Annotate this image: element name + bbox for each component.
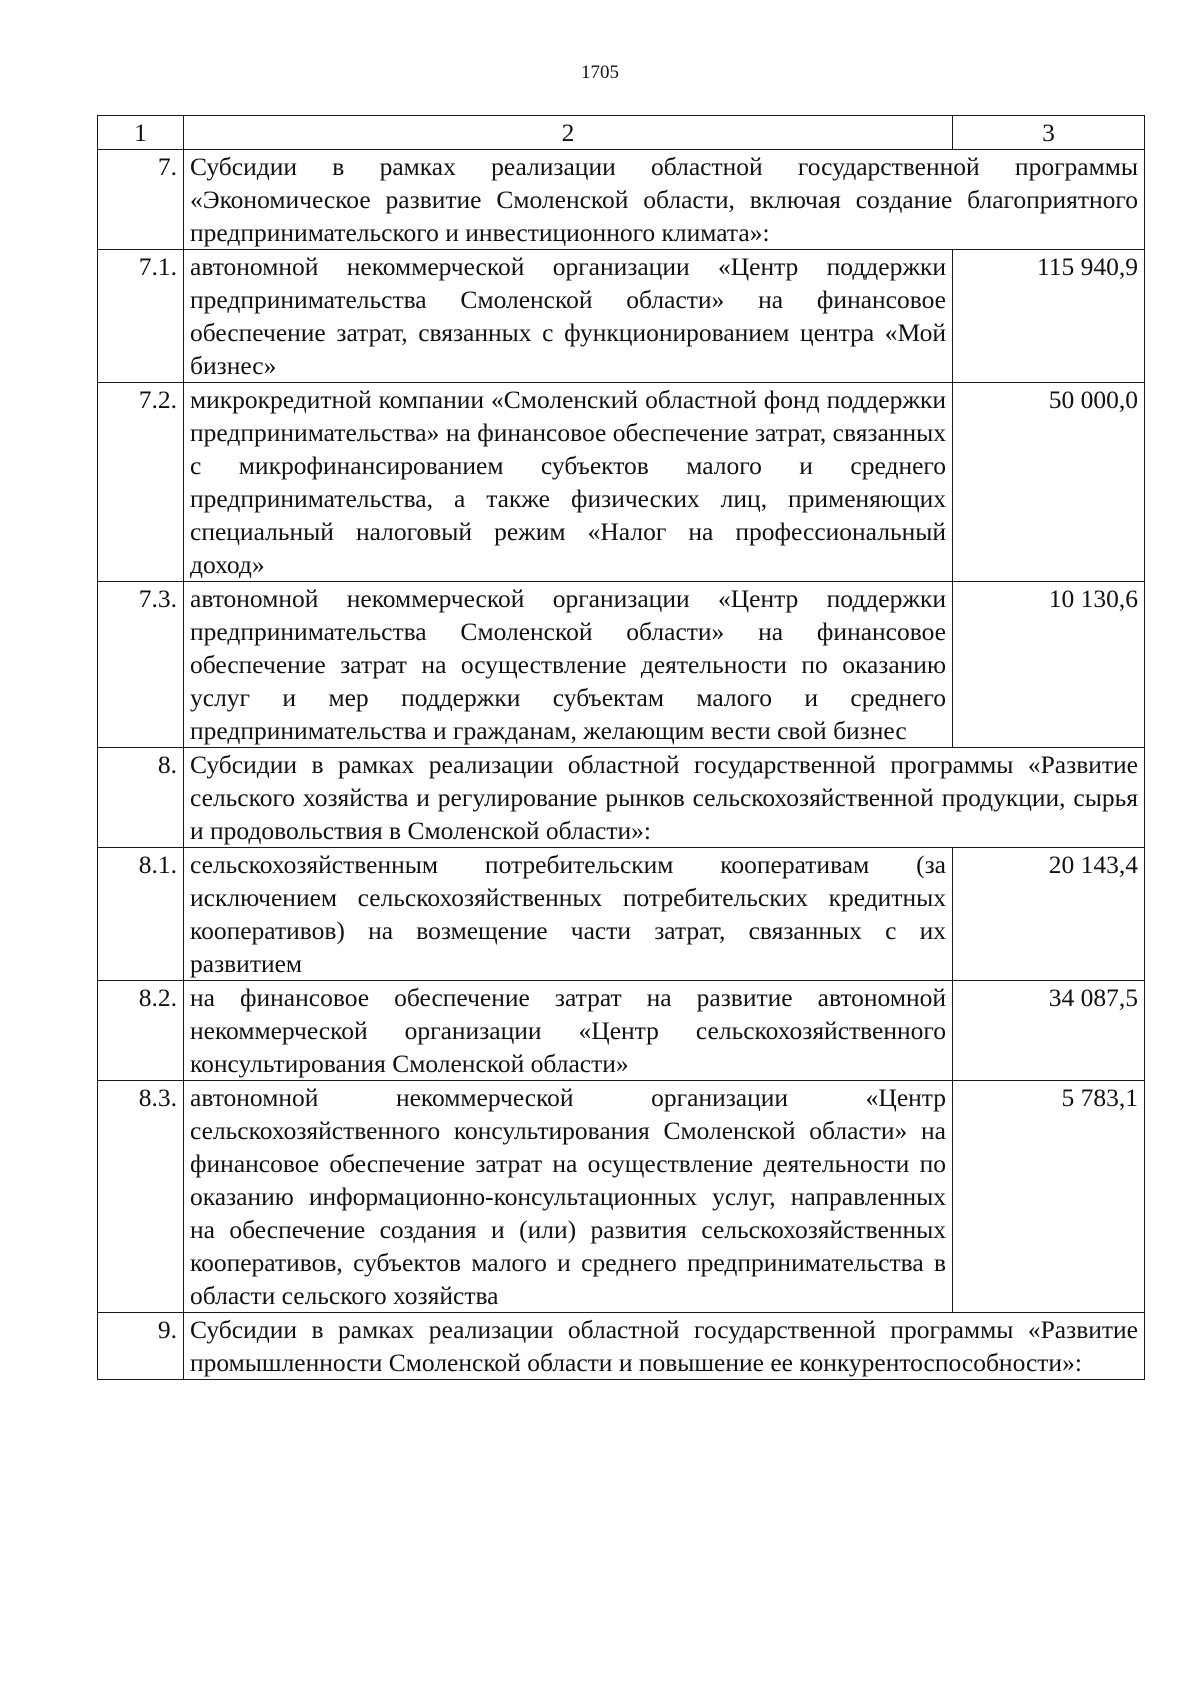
header-cell-num: 1 (98, 116, 184, 150)
row-description: на финансовое обеспечение затрат на развитие автономной некоммерческой организации «Центр сельскохозяйственного консультирования Смоленской области» (184, 981, 953, 1081)
row-number: 7. (98, 150, 184, 250)
header-cell-amount: 3 (953, 116, 1145, 150)
row-number: 8. (98, 748, 184, 848)
row-number: 8.2. (98, 981, 184, 1081)
table-body (98, 116, 1145, 1380)
table-row (98, 582, 1145, 748)
table-row (98, 383, 1145, 582)
row-number: 7.2. (98, 383, 184, 582)
page-number: 1705 (581, 62, 619, 83)
row-description: микрокредитной компании «Смоленский областной фонд поддержки предпринимательства» на финансовое обеспечение затрат, связанных с микрофинансированием субъектов малого и среднего предпринимательства, а также физических лиц, применяющих специальный налоговый режим «Налог на профессиональный доход» (184, 383, 953, 582)
budget-table (97, 115, 1145, 1380)
row-description: автономной некоммерческой организации «Центр сельскохозяйственного консультирования Смоленской области» на финансовое обеспечение затрат на осуществление деятельности по оказанию информационно-консультационных услуг, направленных на обеспечение создания и (или) развития сельскохозяйственных кооперативов, субъектов малого и среднего предпринимательства в области сельского хозяйства (184, 1081, 953, 1313)
section-title: Субсидии в рамках реализации областной государственной программы «Экономическое развитие Смоленской области, включая создание благоприятного предпринимательского и инвестиционного климата»: (184, 150, 1145, 250)
row-amount: 10 130,6 (953, 582, 1145, 748)
section-row (98, 150, 1145, 250)
table-row (98, 981, 1145, 1081)
row-amount: 20 143,4 (953, 848, 1145, 981)
section-row (98, 1313, 1145, 1380)
row-description: сельскохозяйственным потребительским кооперативам (за исключением сельскохозяйственных потребительских кредитных кооперативов) на возмещение части затрат, связанных с их развитием (184, 848, 953, 981)
section-row (98, 748, 1145, 848)
row-amount: 50 000,0 (953, 383, 1145, 582)
row-number: 8.3. (98, 1081, 184, 1313)
row-number: 8.1. (98, 848, 184, 981)
section-title: Субсидии в рамках реализации областной государственной программы «Развитие сельского хозяйства и регулирование рынков сельскохозяйственной продукции, сырья и продовольствия в Смоленской области»: (184, 748, 1145, 848)
row-description: автономной некоммерческой организации «Центр поддержки предпринимательства Смоленской области» на финансовое обеспечение затрат, связанных с функционированием центра «Мой бизнес» (184, 250, 953, 383)
row-number: 9. (98, 1313, 184, 1380)
section-title: Субсидии в рамках реализации областной государственной программы «Развитие промышленности Смоленской области и повышение ее конкурентоспособности»: (184, 1313, 1145, 1380)
row-amount: 5 783,1 (953, 1081, 1145, 1313)
table-row (98, 848, 1145, 981)
table-row (98, 1081, 1145, 1313)
row-amount: 34 087,5 (953, 981, 1145, 1081)
row-description: автономной некоммерческой организации «Центр поддержки предпринимательства Смоленской области» на финансовое обеспечение затрат на осуществление деятельности по оказанию услуг и мер поддержки субъектам малого и среднего предпринимательства и гражданам, желающим вести свой бизнес (184, 582, 953, 748)
row-number: 7.1. (98, 250, 184, 383)
header-row (98, 116, 1145, 150)
row-amount: 115 940,9 (953, 250, 1145, 383)
header-cell-desc: 2 (184, 116, 953, 150)
row-number: 7.3. (98, 582, 184, 748)
table-row (98, 250, 1145, 383)
